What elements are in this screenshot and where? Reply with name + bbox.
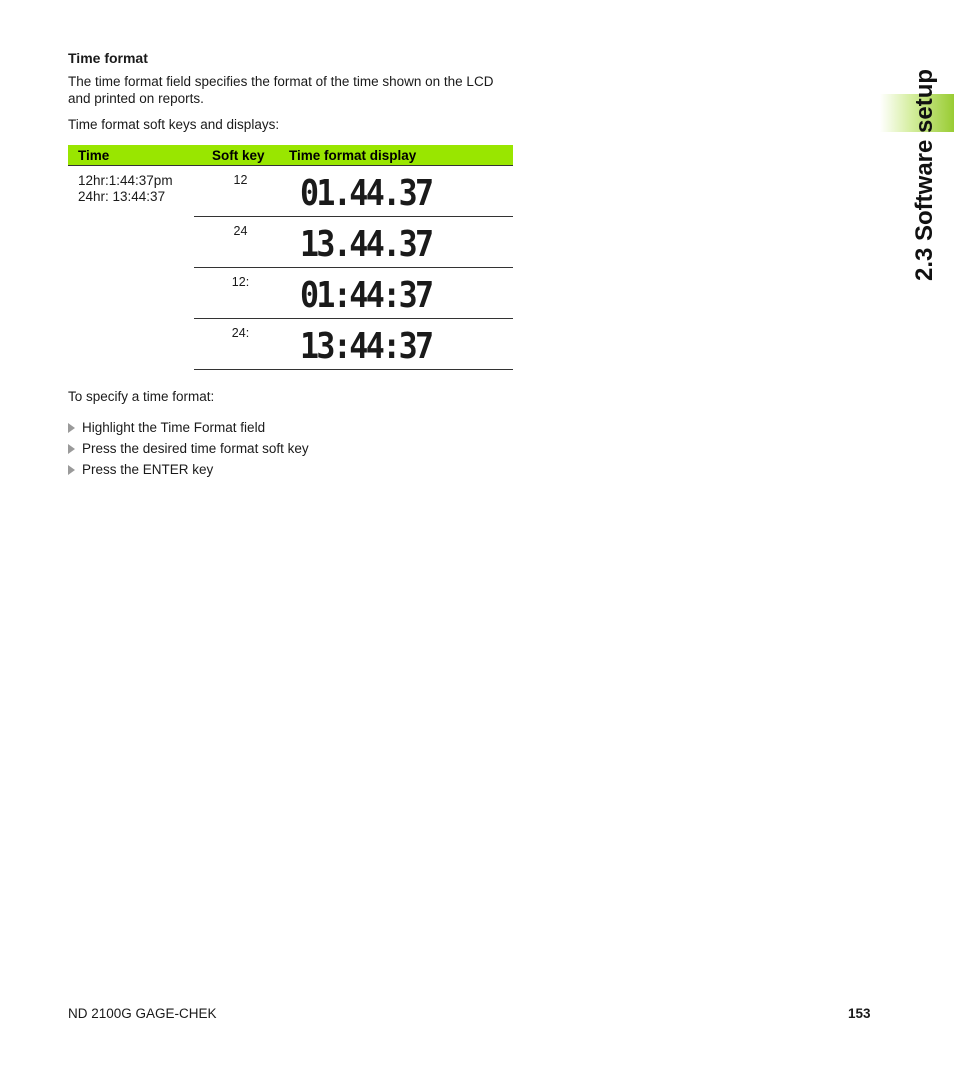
triangle-right-icon [68,465,75,475]
step-text: Press the desired time format soft key [82,441,309,456]
lcd-display: 13:44:37 [300,326,432,367]
time-12hr: 12hr:1:44:37pm [78,173,173,188]
time-24hr: 24hr: 13:44:37 [78,189,166,204]
procedure-steps [68,417,513,480]
display-cell [287,166,513,217]
header-soft-key: Soft key [194,145,287,166]
soft-key-cell: 24: [194,319,287,370]
time-format-table [68,145,513,370]
section-side-title-text: 2.3 Software setup [911,68,938,282]
section-side-title [910,0,940,320]
lcd-display: 01:44:37 [300,275,432,316]
lcd-display: 01.44.37 [300,173,432,214]
list-item [68,459,513,480]
lcd-display: 13.44.37 [300,224,432,265]
step-text: Press the ENTER key [82,462,214,477]
soft-key-cell: 12 [194,166,287,217]
display-cell [287,268,513,319]
list-item [68,438,513,459]
soft-key-cell: 12: [194,268,287,319]
display-cell [287,319,513,370]
section-heading: Time format [68,50,148,66]
header-time: Time [68,145,194,166]
footer-page-number: 153 [848,1006,871,1021]
time-cell [68,166,194,370]
table-row [68,166,513,217]
footer-product: ND 2100G GAGE-CHEK [68,1006,217,1021]
section-description: The time format field specifies the format of the time shown on the LCD and printed on reports. [68,74,494,106]
soft-key-cell: 24 [194,217,287,268]
table-header-row [68,145,513,166]
table-intro: Time format soft keys and displays: [68,117,280,132]
triangle-right-icon [68,423,75,433]
list-item [68,417,513,438]
display-cell [287,217,513,268]
main-content [68,50,513,480]
step-text: Highlight the Time Format field [82,420,266,435]
triangle-right-icon [68,444,75,454]
header-display: Time format display [287,145,513,166]
procedure-intro: To specify a time format: [68,389,215,404]
